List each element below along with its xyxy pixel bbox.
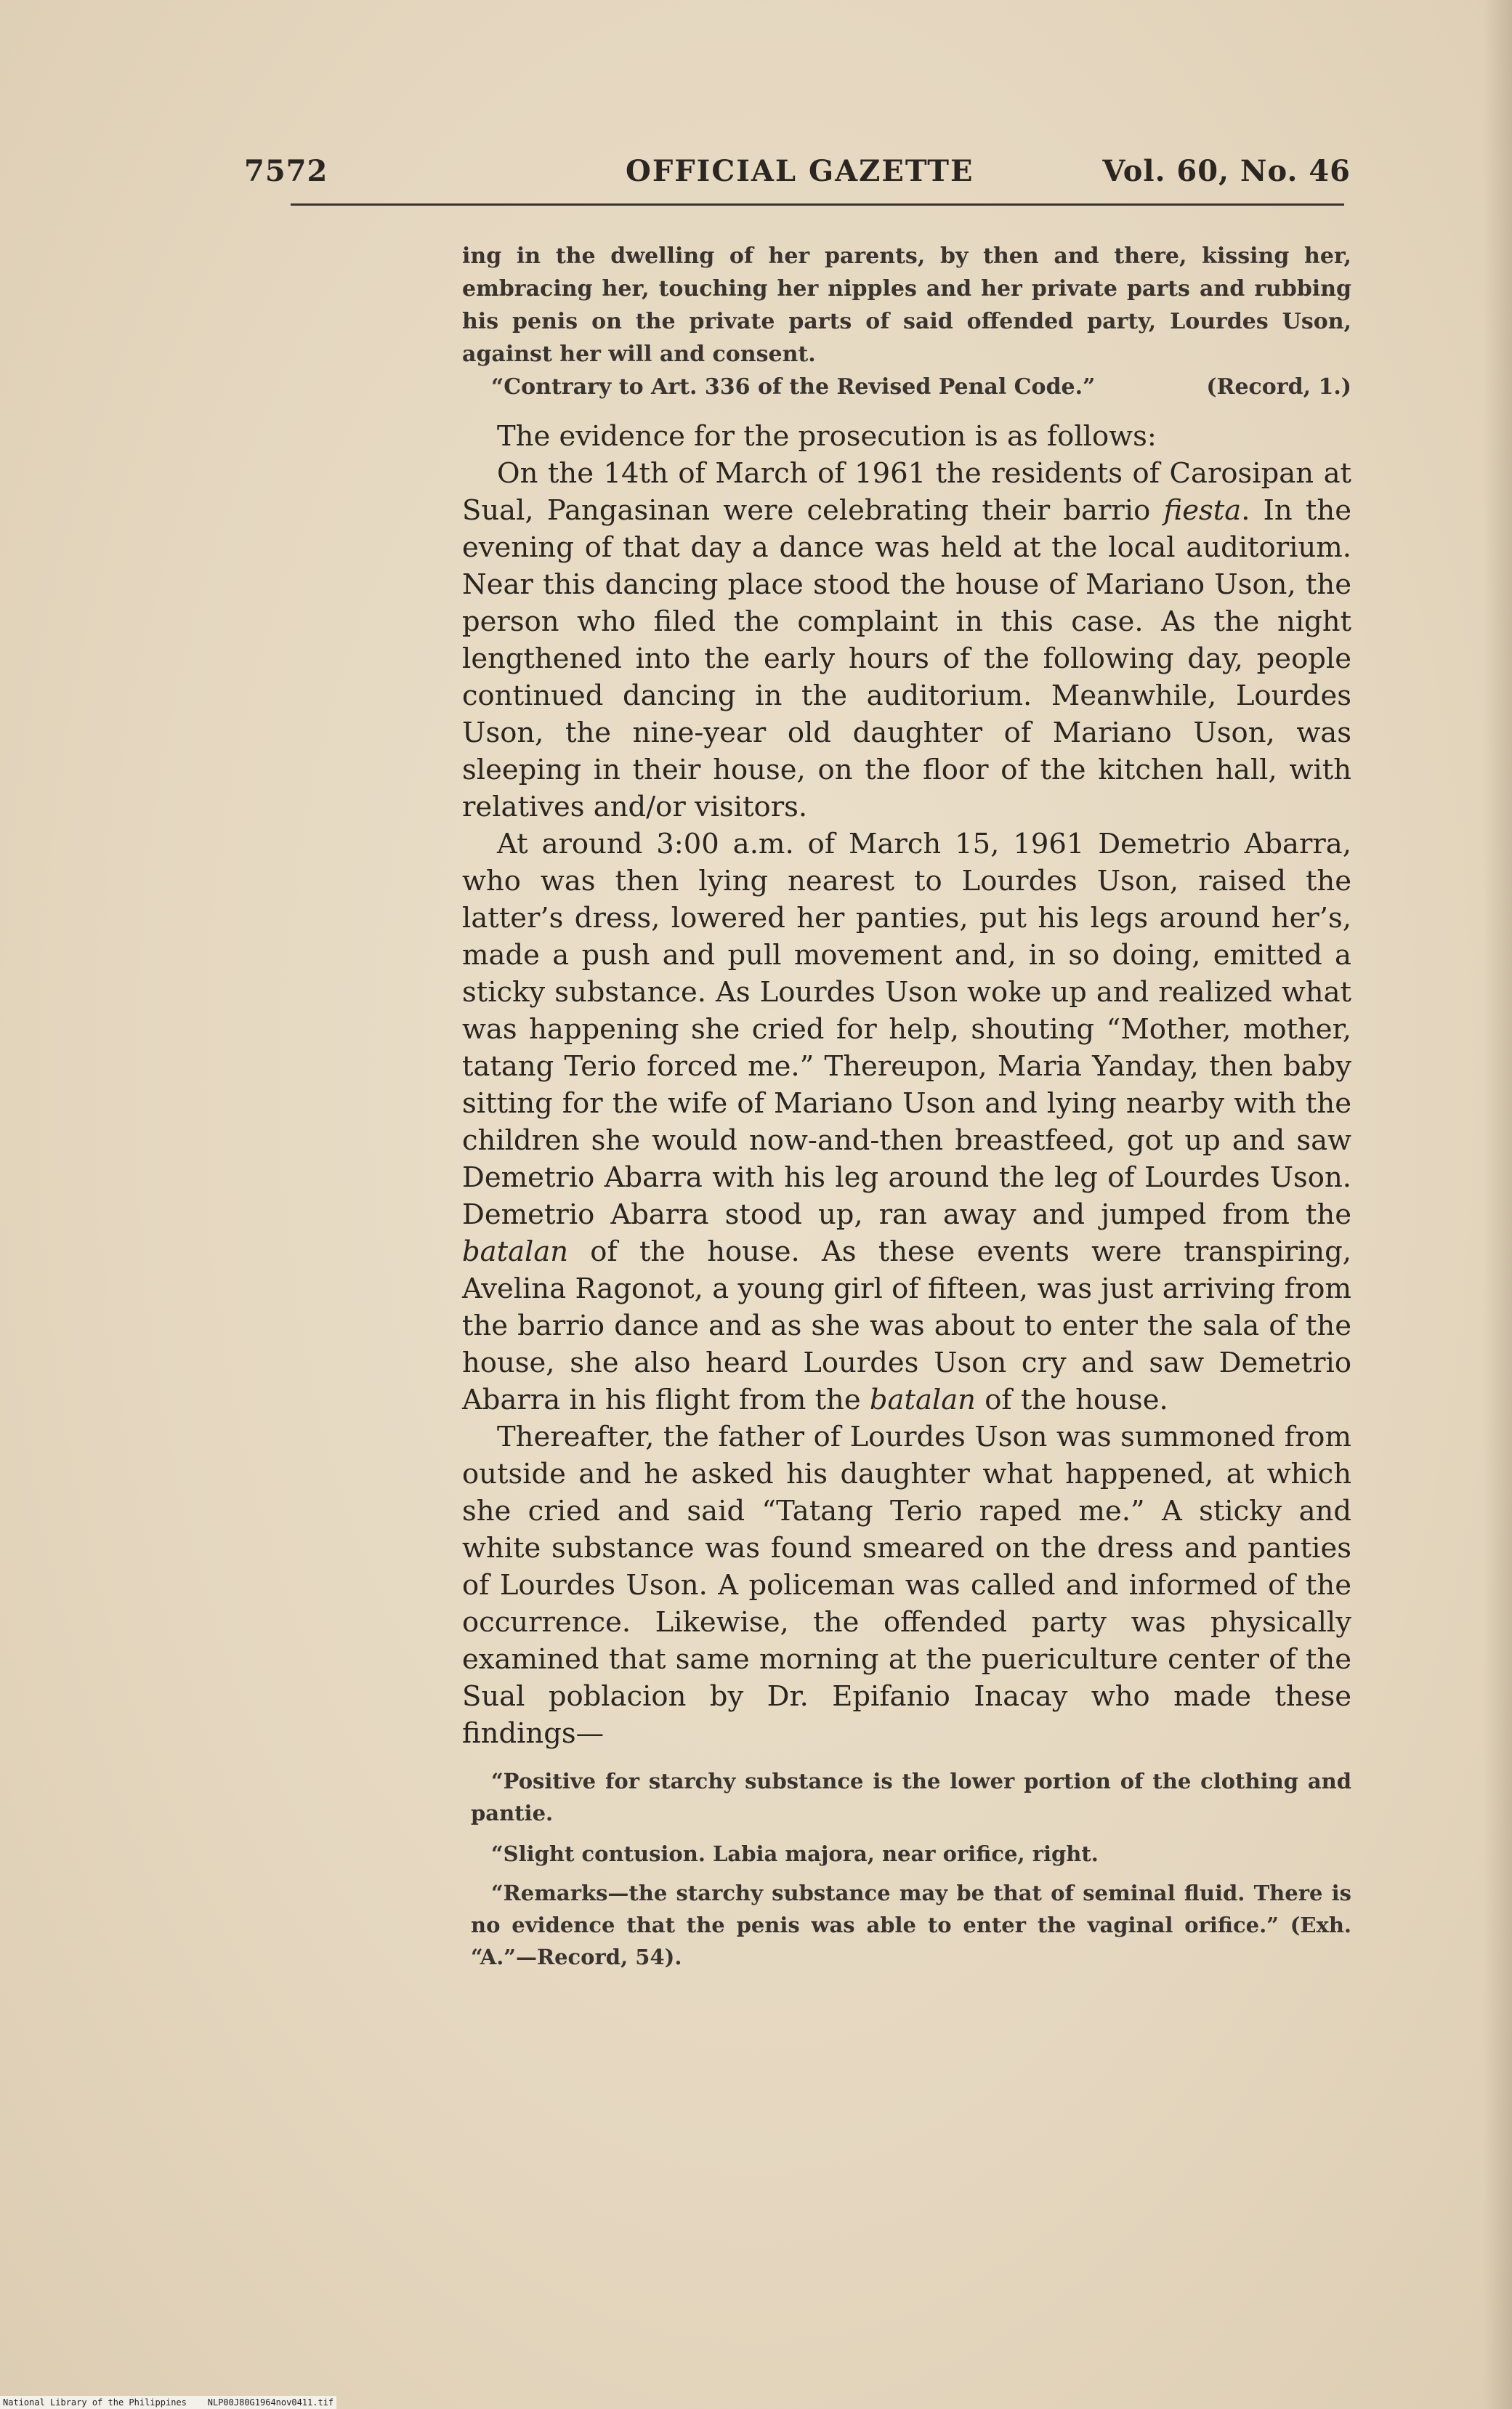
paragraph-incident-text-a: At around 3:00 a.m. of March 15, 1961 Demetrio Abarra, who was then lying nearest to Lourdes Uson, raised the latter’s dress, lowered her panties, put his legs around her’s, made a push and pull movement and, in so doing, emitted a sticky substance. As Lourdes Uson woke up and realized what was happening she cried for help, shouting “Mother, mother, tatang Terio forced me.” Thereupon, Maria Yanday, then baby sitting for the wife of Mariano Uson and lying nearby with the children she would now-and-then breastfeed, got up and saw Demetrio Abarra with his leg around the leg of Lourdes Uson. Demetrio Abarra stood up, ran away and jumped from the xyxy=(462,828,1351,1231)
publication-title: OFFICIAL GAZETTE xyxy=(626,154,974,188)
scan-footer: National Library of the Philippines NLP00J80G1964nov0411.tif xyxy=(0,2396,336,2409)
italic-fiesta: fiesta xyxy=(1163,494,1242,527)
italic-batalan-1: batalan xyxy=(462,1235,569,1268)
information-excerpt: ing in the dwelling of her parents, by then and there, kissing her, embracing her, touching her nipples and her private parts and rubbing his penis on the private parts of said offended party, Lourdes Uson, against her will and consent. xyxy=(462,243,1351,367)
paragraph-incident xyxy=(462,826,1351,1419)
italic-batalan-2: batalan xyxy=(869,1384,976,1416)
excerpt-citation-line xyxy=(462,371,1351,403)
record-reference: (Record, 1.) xyxy=(1206,374,1351,400)
paragraph-evidence-intro: The evidence for the prosecution is as follows: xyxy=(497,420,1157,453)
page-content xyxy=(462,240,1351,1973)
header-rule xyxy=(291,203,1344,206)
paragraph-fiesta-text-a: On the 14th of March of 1961 the residents of Carosipan at Sual, Pangasinan were celebrating their barrio xyxy=(462,457,1351,527)
page-edge-shadow xyxy=(1483,0,1512,2409)
finding-quote-starchy: “Positive for starchy substance is the lower portion of the clothing and pantie. xyxy=(471,1769,1351,1825)
paragraph-incident-text-b: of the house. As these events were transpiring, Avelina Ragonot, a young girl of fifteen, was just arriving from the barrio dance and as she was about to enter the sala of the house, she also heard Lourdes Uson cry and saw Demetrio Abarra in his flight from the xyxy=(462,1235,1351,1416)
paragraph-incident-text-c: of the house. xyxy=(975,1384,1168,1416)
paragraph-fiesta-text-b: . In the evening of that day a dance was held at the local auditorium. Near this dancing place stood the house of Mariano Uson, the person who filed the complaint in this case. As the night lengthened into the early hours of the following day, people continued dancing in the auditorium. Meanwhile, Lourdes Uson, the nine-year old daughter of Mariano Uson, was sleeping in their house, on the floor of the kitchen hall, with relatives and/or visitors. xyxy=(462,494,1351,823)
page-number: 7572 xyxy=(244,154,328,188)
finding-quote-contusion: “Slight contusion. Labia majora, near orifice, right. xyxy=(491,1841,1099,1866)
volume-number: Vol. 60, No. 46 xyxy=(1102,154,1351,188)
finding-quote-remarks: “Remarks—the starchy substance may be that of seminal fluid. There is no evidence that the penis was able to enter the vaginal orifice.” (Exh. “A.”—Record, 54). xyxy=(471,1881,1351,1969)
code-citation: “Contrary to Art. 336 of the Revised Penal Code.” xyxy=(491,374,1096,400)
running-header xyxy=(244,154,1351,198)
paragraph-fiesta xyxy=(462,455,1351,826)
paragraph-aftermath: Thereafter, the father of Lourdes Uson was summoned from outside and he asked his daughter what happened, at which she cried and said “Tatang Terio raped me.” A sticky and white substance was found smeared on the dress and panties of Lourdes Uson. A policeman was called and informed of the occurrence. Likewise, the offended party was physically examined that same morning at the puericulture center of the Sual poblacion by Dr. Epifanio Inacay who made these findings— xyxy=(462,1421,1351,1750)
